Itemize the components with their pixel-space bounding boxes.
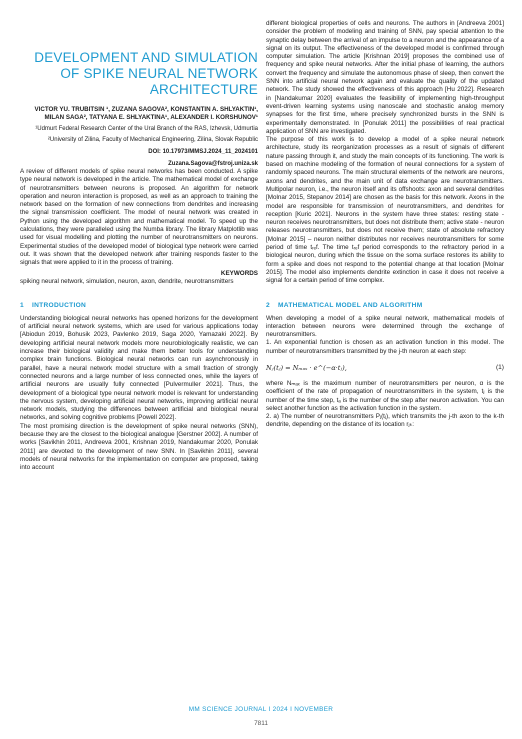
affiliation-1: ¹Udmurt Federal Research Center of the Ural Branch of the RAS, Izhevsk, Udmurtia xyxy=(35,126,258,132)
section-2-title: MATHEMATICAL MODEL AND ALGORITHM xyxy=(277,301,423,309)
intro-paragraph-1: Understanding biological neural networks has opened horizons for the development of artificial neural network systems, which are used for various applications today [Abiodun 2019, Bohusik 2023, Pavlenko 2019, Saga 2020, Yamazaki 2022]. By developing artificial neural network models more neurobiologically realistic, we can increase their biological validity and make them better tools for understanding complex brain functions. Biological neural networks can run asynchronously in parallel, have a neural network model structure with a small fraction of strongly connected neurons and a large number of less connected ones, while the layers of artificial neurons are usually fully connected [Pulvermuller 2021]. Thus, the development of a biological type neural network model is relevant for understanding the nervous system, developing artificial neural networks, improving artificial neural network models, studying the differences between artificial and biological neural networks, and solving cognitive problems [Powell 2022]. xyxy=(20,314,258,422)
equation-1-formula: Nⱼ(tⱼ) = Nₘₐₓ · e^(−α·tⱼ), xyxy=(266,363,347,372)
model-paragraph-4: 2. a) The number of neurotransmitters Pⱼ(tⱼ), which transmits the j-th axon to the k-th dendrite, depending on the distance of its location rⱼₖ: xyxy=(266,413,504,429)
affiliation-2: ²University of Zilina, Faculty of Mechanical Engineering, Zilina, Slovak Republic xyxy=(47,137,258,143)
doi[interactable]: DOI: 10.17973/MMSJ.2024_11_2024101 xyxy=(148,149,258,155)
section-1-number: 1 xyxy=(20,301,24,309)
model-paragraph-1: When developing a model of a spike neural network, mathematical models of interaction between neurons were determined through the exchange of neurotransmitters. xyxy=(266,314,504,339)
page-number: 7811 xyxy=(254,720,268,727)
section-2-heading xyxy=(266,302,504,310)
section-1-heading xyxy=(20,302,258,310)
corresponding-email[interactable]: Zuzana.Sagova@fstroj.uniza.sk xyxy=(168,161,258,167)
authors: VICTOR YU. TRUBITSIN ¹, ZUZANA SAGOVA², KONSTANTIN A. SHLYAKTIN¹, MILAN SAGA², TATYANA E. SHLYAKTINA¹, ALEXANDER I. KORSHUNOV¹ xyxy=(34,106,258,121)
intro-paragraph-2: The most promising direction is the development of spike neural networks (SNN), because they are the closest to the biological analogue [Gerstner 2002]. A number of works [Savikhin 2011, Andreeva 2001, Krishnan 2019, Nandakumar 2020, Ponulak 2011] are devoted to the development of new SNN. In [Savikhin 2011], several models of neural networks for the implementation on computer are proposed, taking into account xyxy=(20,422,258,472)
section-1-title: INTRODUCTION xyxy=(31,301,87,309)
section-2-number: 2 xyxy=(266,301,270,309)
model-paragraph-2: 1. An exponential function is chosen as an activation function in this model. The number of neurotransmitters transmitted by the j-th neuron at each step: xyxy=(266,339,504,355)
model-paragraph-3: where Nₘₐₓ is the maximum number of neurotransmitters per neuron, α is the coefficient of the rate of propagation of neurotransmitters in the system, tⱼ is the number of the time step, tₐ is the number of the step after neuron activation. You can select another function as the activation function in the system. xyxy=(266,379,504,412)
paper-title: DEVELOPMENT AND SIMULATION OF SPIKE NEURAL NETWORK ARCHITECTURE xyxy=(34,50,258,97)
intro-paragraph-3: different biological properties of cells and neurons. The authors in [Andreeva 2001] consider the problem of modeling and training of SNN, pay special attention to the synaptic delay between the arrival of an impulse to a neuron and the appearance of a signal on its output. The effectiveness of the developed model is confirmed through computer simulation. The article [Krishnan 2019] proposes the combined use of frequency and spike neural networks. After the initial phase of learning, the authors convert the frequency and simulate the autonomous phase of sleep, then convert the SNN into artificial neural network again and evaluate the quality of the updated network. The study showed the effectiveness of this approach [Hu 2022]. Research in [Nandakumar 2020] evaluates the feasibility of implementing high-throughput event-driven learning systems using nanoscale and stochastic analog memory synapses for the first time, where precisely synchronized bursts in the SNN is experimentally demonstrated. In [Ponulak 2011] the possibilities of real practical application of SNN are investigated. xyxy=(266,20,504,135)
right-column xyxy=(266,20,504,430)
keywords-heading: KEYWORDS xyxy=(220,269,258,277)
intro-paragraph-4: The purpose of this work is to develop a model of a spike neural network architecture, study its reorganization processes as a result of signals of different nature passing through it, and study the main concepts of its functioning. The work is based on machine modeling of the formation of neural connections for a system of randomly spaced neurons. The main structural elements of the network are neurons, axons and dendrites, and the main unit of data exchange are neurotransmitters. Multipolar neuron, i.e., the neuron itself and its offshoots: axon and several dendrites [Molnar 2015, Stepanov 2014] are chosen as the basis for this network. Axons in the model are responsible for transmission of neurotransmitters, and dendrites for reception [Kuric 2021]. Neurons in the system have three states: resting state - neuron receives neurotransmitters, but does not distribute them; active state - neuron releases neurotransmitters, but does not receive them; state of absolute refractory [Molnar 2015] – neuron neither distributes nor receives neurotransmitters for some period of time tᵣₑf. The time tᵣₑf period corresponds to the refractory period in a biological neuron, during which the tissue on the soma surface restores its ability to form a spike and does not respond to the potential change at that location [Molnar 2015]. The model also implements dendrite extinction in case it does not receive a signal for a certain period of time complex. xyxy=(266,136,504,285)
equation-1-number: (1) xyxy=(495,363,504,371)
left-column xyxy=(20,50,258,473)
abstract: A review of different models of spike neural networks has been conducted. A spike type neural network is developed in the article. The mathematical model of exchange of neurotransmitters between neurons is proposed. An algorithm for network operation and neuron interaction is proposed, as well as an approach to training the network based on the formation of new connections from dendrites and increasing the signal transmission coefficient. The model of neural network was created in Python using the developed algorithm and mathematical model. To speed up the calculations, they were paralleled using the Numba library. The library Matplotlib was used for visual modelling and plotting the number of neurotransmitters on neurons. Experimental studies of the developed model of biological type network were carried out. It was shown that the developed network after training responds faster to the signals that were applied to it in the process of training. xyxy=(20,168,258,267)
journal-footer: MM SCIENCE JOURNAL I 2024 I NOVEMBER xyxy=(188,706,334,713)
equation-1 xyxy=(266,364,504,372)
keywords: spiking neural network, simulation, neuron, axon, dendrite, neurotransmitters xyxy=(20,277,234,285)
